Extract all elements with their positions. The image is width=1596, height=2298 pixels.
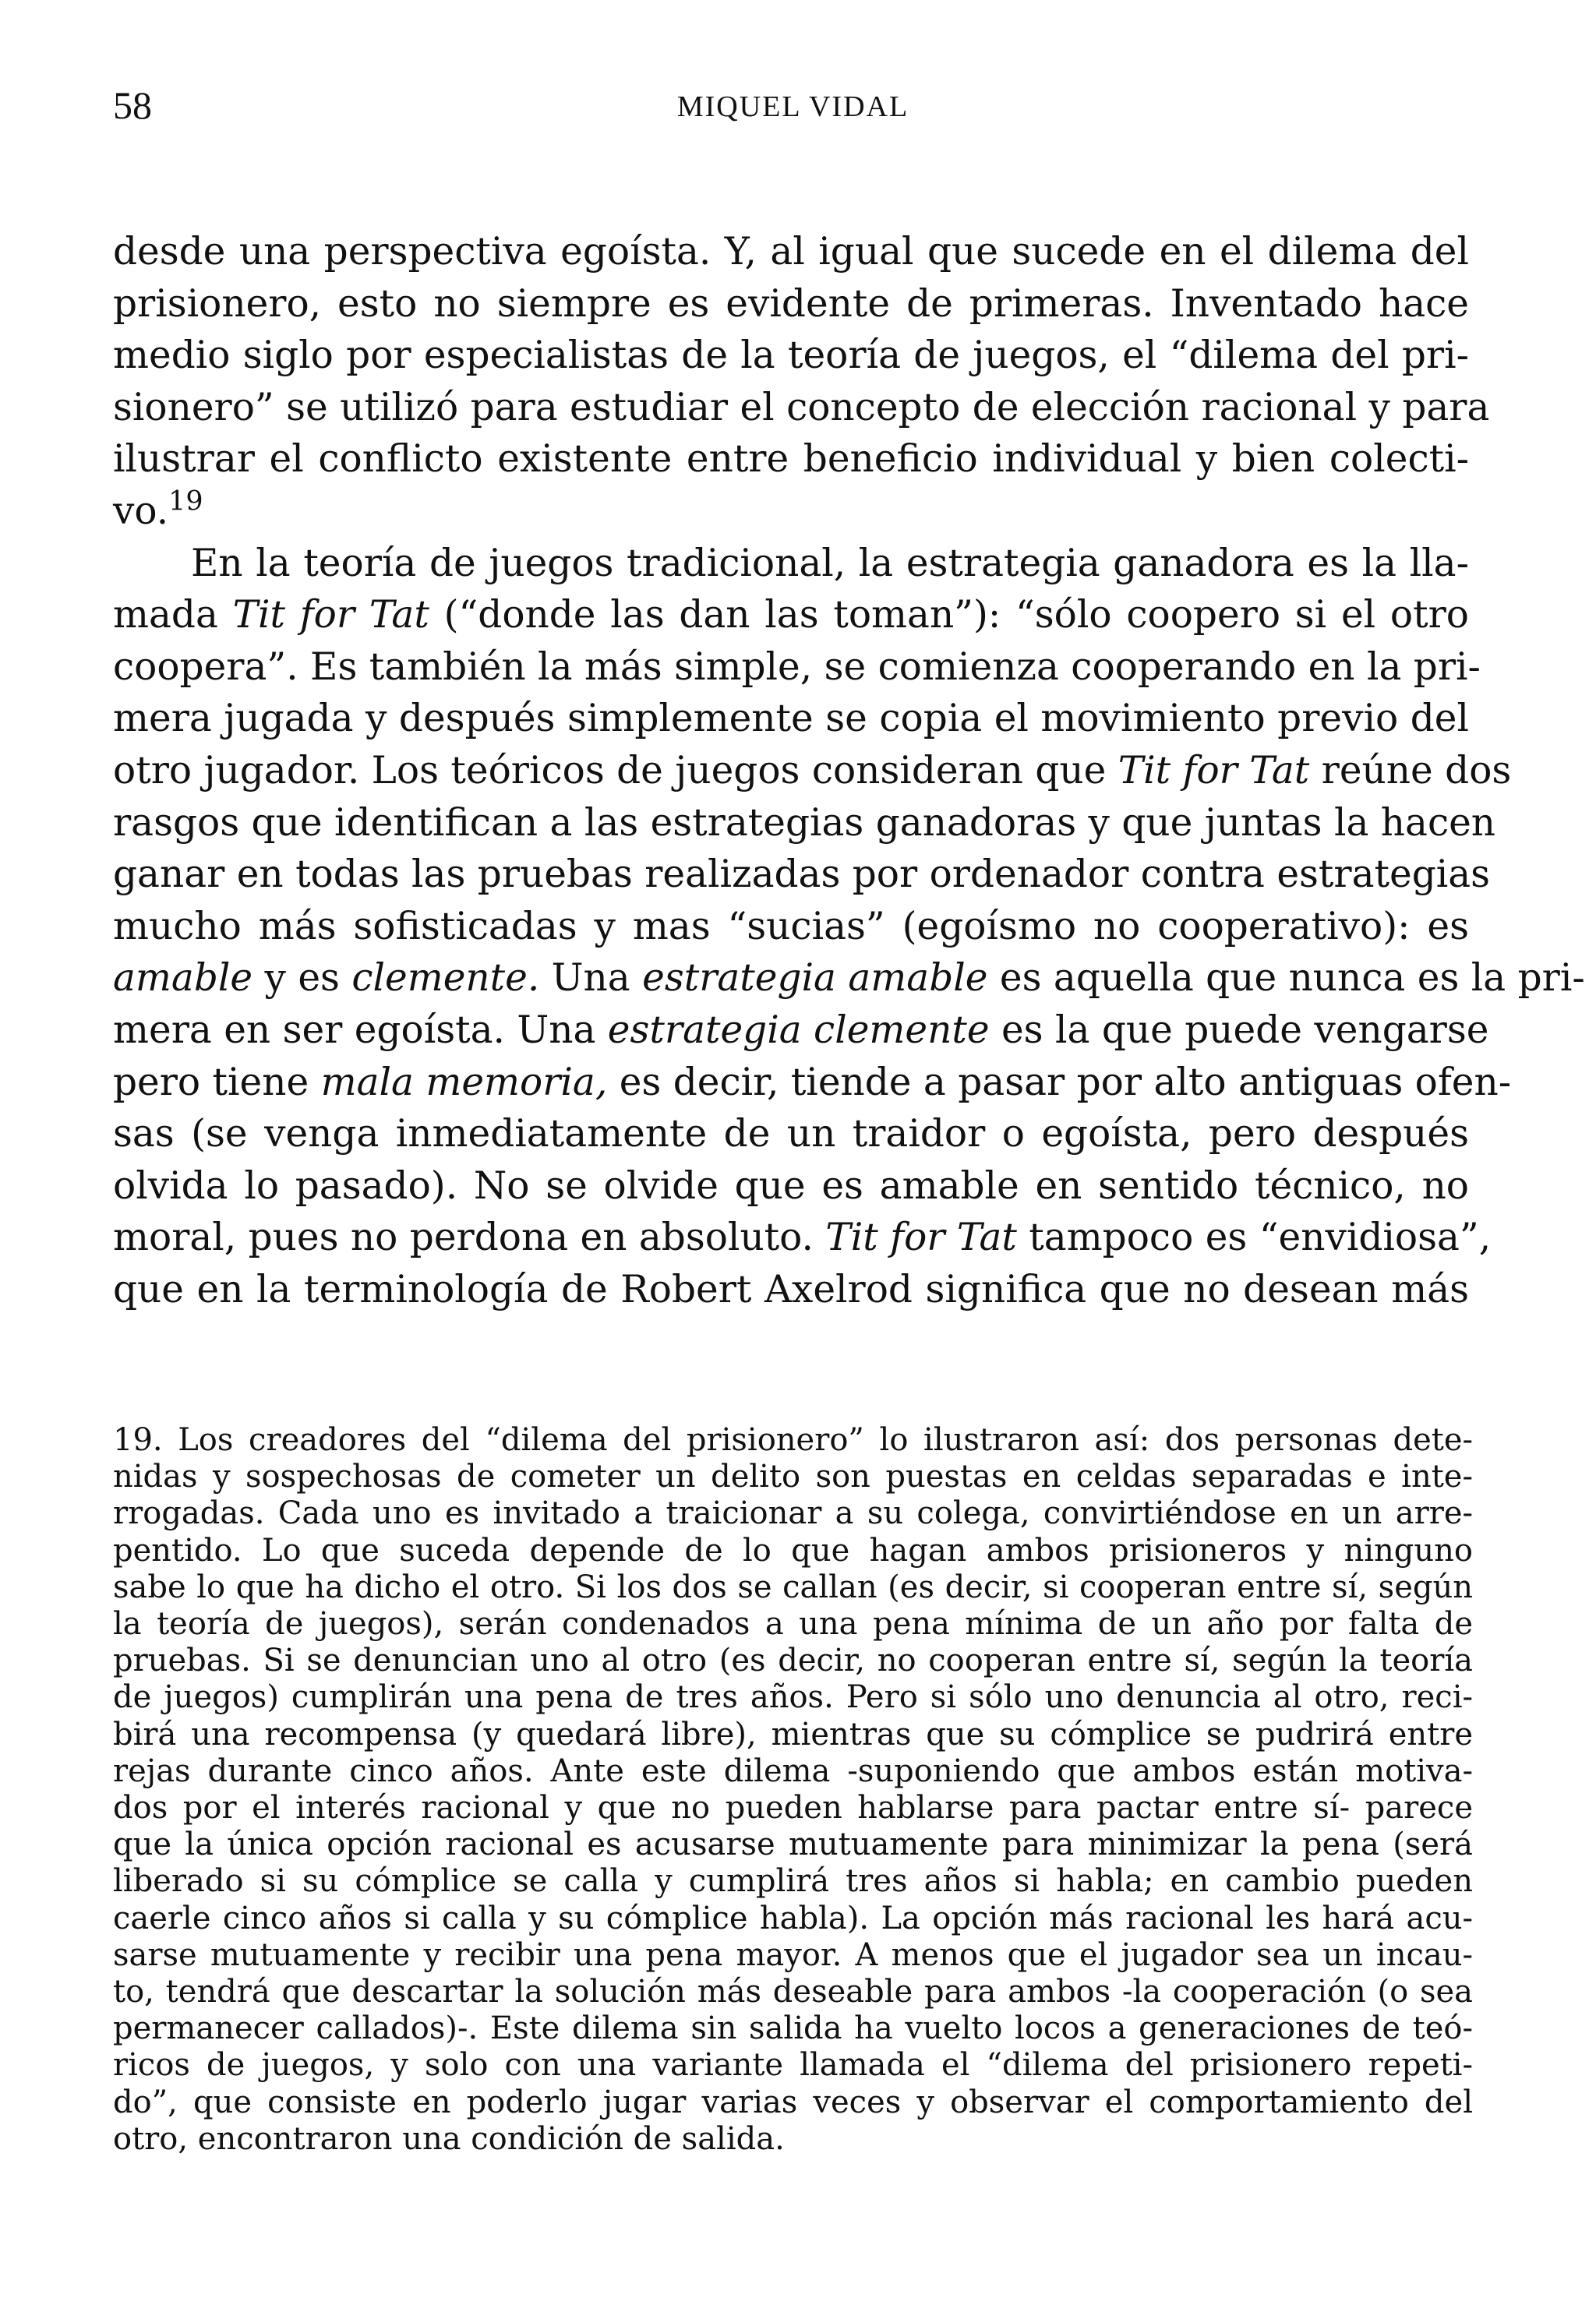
footnote-line: [113, 1974, 1473, 2010]
footnote-line: [113, 1717, 1473, 1753]
text-run: mucho más sofisticadas y mas “sucias” (egoísmo no cooperativo): es: [113, 904, 1469, 948]
text-run: ilustrar el conflicto existente entre beneficio individual y bien colecti-: [113, 437, 1469, 482]
text-run: la teoría de juegos), serán condenados a una pena mínima de un año por falta de: [113, 1606, 1473, 1643]
text-run: desde una perspectiva egoísta. Y, al igual que sucede en el dilema del: [113, 230, 1469, 274]
italic-text: estrategia amable: [642, 956, 988, 1001]
footnote-19: [113, 1422, 1473, 2158]
text-run: otro, encontraron una condición de salida.: [113, 2120, 785, 2157]
text-run: reúne dos: [1309, 748, 1512, 792]
text-run: birá una recompensa (y quedará libre), mientras que su cómplice se pudrirá entre: [113, 1716, 1473, 1753]
text-line: [113, 278, 1469, 330]
text-run: mera en ser egoísta. Una: [113, 1008, 608, 1052]
text-run: nidas y sospechosas de cometer un delito son puestas en celdas separadas e inte-: [113, 1459, 1473, 1495]
footnote-line: [113, 1937, 1473, 1974]
text-run: es la que puede vengarse: [989, 1008, 1489, 1052]
text-line: [113, 433, 1469, 485]
text-run: sionero” se utilizó para estudiar el concepto de elección racional y para: [113, 385, 1490, 429]
text-run: pero tiene: [113, 1060, 321, 1104]
text-line: [113, 538, 1469, 590]
text-run: es aquella que nunca es la pri-: [987, 956, 1585, 1001]
text-line: [113, 589, 1469, 641]
italic-text: mala memoria,: [320, 1060, 608, 1104]
text-line: [113, 1264, 1469, 1316]
text-run: otro jugador. Los teóricos de juegos consideran que: [113, 748, 1118, 792]
main-text: [113, 226, 1585, 1315]
running-head: [113, 82, 1473, 129]
running-title: MIQUEL VIDAL: [676, 90, 909, 123]
text-line: [113, 330, 1469, 382]
text-line: [113, 952, 1585, 1004]
text-run: rejas durante cinco años. Ante este dilema -suponiendo que ambos están motiva-: [113, 1753, 1473, 1789]
text-run: do”, que consiste en poderlo jugar varias veces y observar el comportamiento del: [113, 2084, 1473, 2120]
text-run: mera jugada y después simplemente se copia el movimiento previo del: [113, 697, 1469, 741]
text-run: tampoco es “envidiosa”,: [1016, 1216, 1492, 1260]
italic-text: Tit for Tat: [1118, 748, 1310, 792]
footnote-line: [113, 2084, 1473, 2121]
text-run: coopera”. Es también la más simple, se comienza cooperando en la pri-: [113, 644, 1481, 689]
text-line: [113, 1057, 1512, 1109]
text-run: vo.: [113, 489, 169, 533]
footnote-line: [113, 1569, 1473, 1606]
text-run: y es: [252, 956, 352, 1001]
text-run: sabe lo que ha dicho el otro. Si los dos se callan (es decir, si cooperan entre sí, según: [113, 1569, 1473, 1605]
footnote-line: [113, 1790, 1473, 1827]
text-run: sas (se venga inmediatamente de un traidor o egoísta, pero después: [113, 1112, 1469, 1156]
text-line: [113, 797, 1496, 849]
text-run: liberado si su cómplice se calla y cumplirá tres años si habla; en cambio pueden: [113, 1863, 1473, 1900]
text-run: rrogadas. Cada uno es invitado a traicionar a su colega, convirtiéndose en un arre-: [113, 1495, 1473, 1532]
text-run: prisionero, esto no siempre es evidente de primeras. Inventado hace: [113, 281, 1469, 326]
footnote-line: [113, 1863, 1473, 1900]
footnote-line: [113, 1643, 1473, 1679]
italic-text: clemente.: [351, 956, 540, 1001]
footnote-line: [113, 2121, 1473, 2158]
footnote-line: [113, 1753, 1473, 1790]
italic-text: Tit for Tat: [232, 593, 429, 637]
footnote-line: [113, 1459, 1473, 1495]
footnote-line: [113, 1495, 1473, 1532]
text-run: caerle cinco años si calla y su cómplice habla). La opción más racional les hará acu-: [113, 1900, 1473, 1936]
footnote-line: [113, 1827, 1473, 1863]
text-run: es decir, tiende a pasar por alto antiguas ofen-: [607, 1060, 1512, 1104]
text-run: 19. Los creadores del “dilema del prisionero” lo ilustraron así: dos personas dete-: [113, 1422, 1473, 1458]
italic-text: Tit for Tat: [825, 1216, 1017, 1260]
text-line: [113, 485, 1469, 538]
text-line: [113, 849, 1491, 901]
text-line: [113, 226, 1469, 278]
footnote-line: [113, 2010, 1473, 2047]
text-run: medio siglo por especialistas de la teoría de juegos, el “dilema del pri-: [113, 334, 1469, 378]
text-run: que la única opción racional es acusarse mutuamente para minimizar la pena (será: [113, 1827, 1473, 1863]
italic-text: estrategia clemente: [607, 1008, 990, 1052]
footnote-reference: 19: [168, 485, 203, 517]
text-run: rasgos que identifican a las estrategias ganadoras y que juntas la hacen: [113, 800, 1496, 845]
text-line: [113, 1108, 1469, 1160]
page-number: 58: [113, 83, 152, 127]
text-run: En la teoría de juegos tradicional, la estrategia ganadora es la lla-: [191, 541, 1469, 585]
footnote-line: [113, 1606, 1473, 1643]
text-run: sarse mutuamente y recibir una pena mayor. A menos que el jugador sea un incau-: [113, 1936, 1473, 1973]
text-run: ganar en todas las pruebas realizadas por ordenador contra estrategias: [113, 852, 1491, 897]
text-line: [113, 1004, 1489, 1057]
text-run: dos por el interés racional y que no pueden hablarse para pactar entre sí- parece: [113, 1790, 1473, 1827]
text-line: [113, 1212, 1492, 1264]
footnote-line: [113, 1901, 1473, 1937]
text-run: que en la terminología de Robert Axelrod significa que no desean más: [113, 1267, 1469, 1311]
text-run: ricos de juegos, y solo con una variante llamada el “dilema del prisionero repeti-: [113, 2047, 1473, 2084]
text-run: de juegos) cumplirán una pena de tres años. Pero si sólo uno denuncia al otro, reci-: [113, 1679, 1473, 1716]
text-line: [113, 641, 1481, 694]
text-run: to, tendrá que descartar la solución más deseable para ambos -la cooperación (o sea: [113, 1974, 1473, 2010]
text-run: pruebas. Si se denuncian uno al otro (es decir, no cooperan entre sí, según la teoría: [113, 1643, 1473, 1679]
text-line: [113, 901, 1469, 953]
text-run: Una: [539, 956, 643, 1001]
italic-text: amable: [113, 956, 253, 1001]
text-run: (“donde las dan las toman”): “sólo coopero si el otro: [429, 593, 1469, 637]
text-run: permanecer callados)-. Este dilema sin salida ha vuelto locos a generaciones de teó-: [113, 2010, 1473, 2047]
text-line: [113, 1160, 1469, 1213]
text-line: [113, 693, 1469, 745]
footnote-line: [113, 1533, 1473, 1569]
text-run: olvida lo pasado). No se olvide que es amable en sentido técnico, no: [113, 1163, 1469, 1208]
text-run: pentido. Lo que suceda depende de lo que hagan ambos prisioneros y ninguno: [113, 1532, 1473, 1569]
text-line: [113, 745, 1512, 797]
text-run: moral, pues no perdona en absoluto.: [113, 1216, 826, 1260]
footnote-line: [113, 1422, 1473, 1459]
footnote-line: [113, 1679, 1473, 1716]
footnote-line: [113, 2047, 1473, 2084]
text-run: mada: [113, 593, 233, 637]
text-line: [113, 382, 1490, 434]
